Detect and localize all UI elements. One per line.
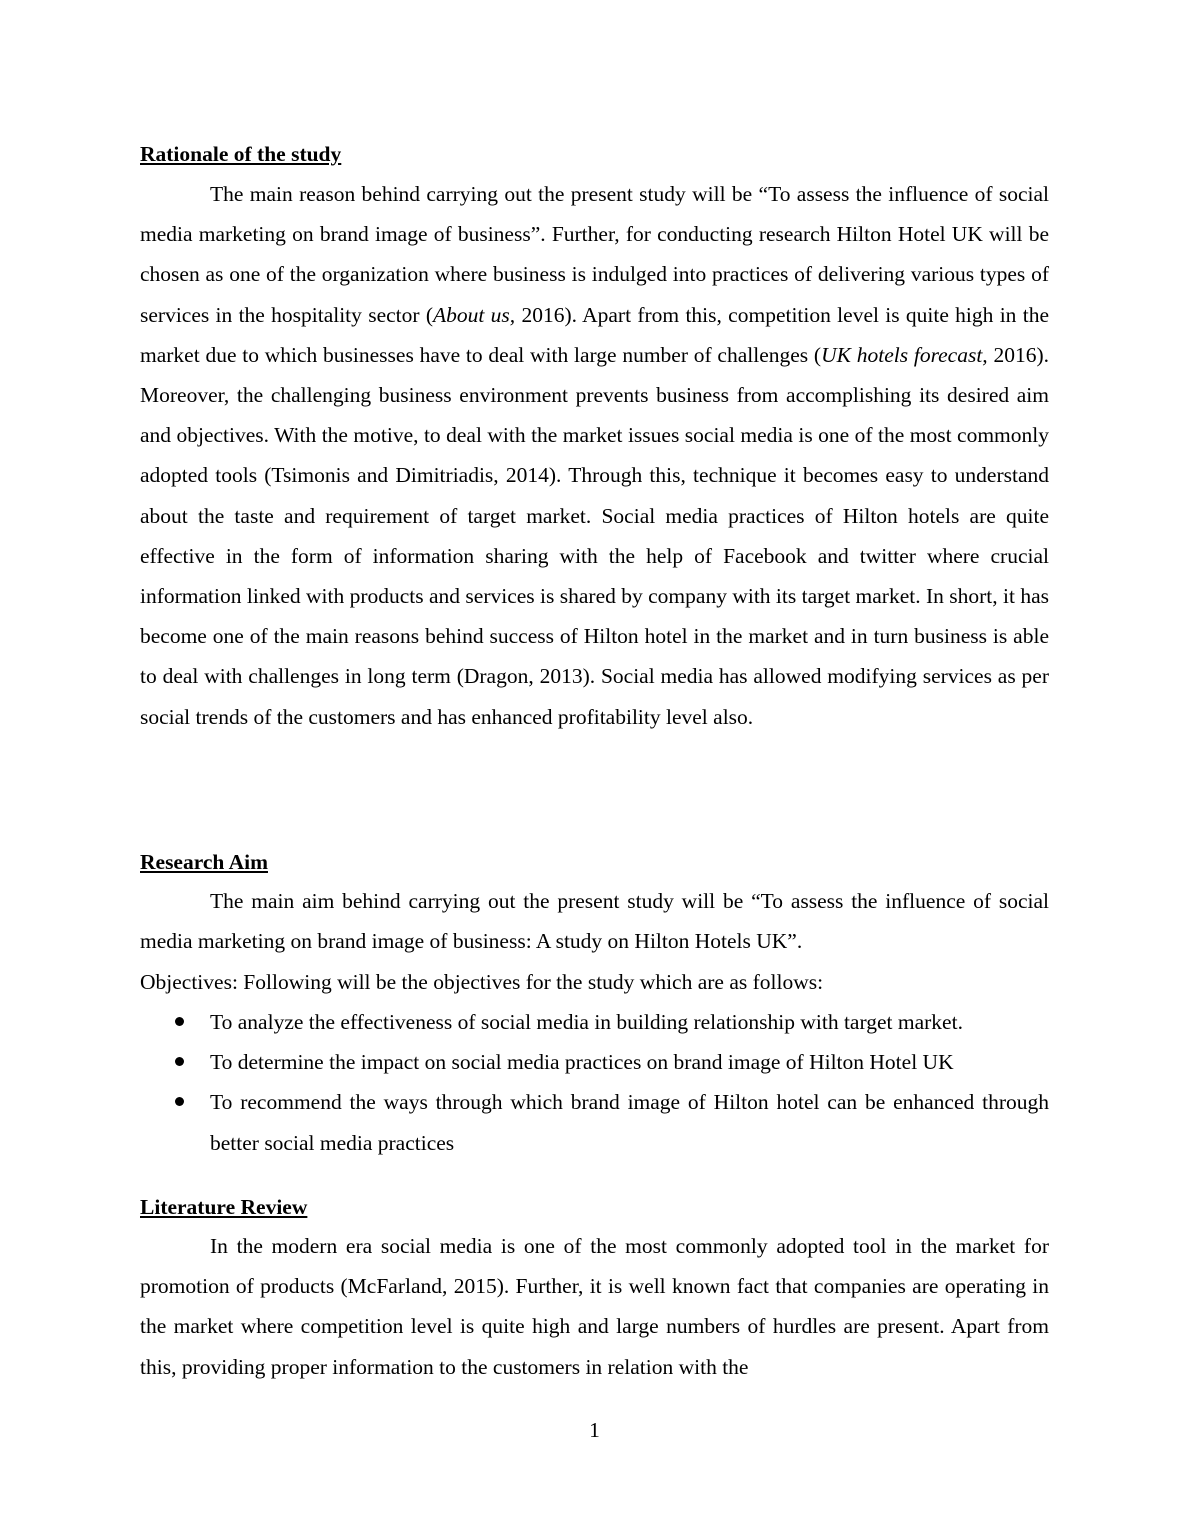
list-item [140, 1042, 1049, 1082]
page-number: 1 [589, 1418, 600, 1442]
document-page [140, 0, 1049, 1540]
citation-uk-hotels-forecast: UK hotels forecast, [821, 342, 988, 367]
research-aim-paragraph: The main aim behind carrying out the present study will be “To assess the influence of social media marketing on brand image of business: A study on Hilton Hotels UK”. [140, 889, 1049, 954]
objectives-list [140, 1002, 1049, 1163]
rationale-heading: Rationale of the study [140, 142, 342, 166]
objective-text: To determine the impact on social media practices on brand image of Hilton Hotel UK [210, 1050, 954, 1075]
objectives-intro: Objectives: Following will be the objectives for the study which are as follows: [140, 970, 824, 994]
objective-text: To recommend the ways through which brand image of Hilton hotel can be enhanced through better social media practices [210, 1090, 1049, 1155]
bullet-icon [175, 1057, 184, 1066]
literature-review-heading: Literature Review [140, 1195, 308, 1219]
list-item [140, 1082, 1049, 1162]
citation-about-us: About us, [433, 302, 516, 327]
list-item [140, 1002, 1049, 1042]
bullet-icon [175, 1017, 184, 1026]
rationale-text-part-1: The main reason behind carrying out the present study will be “To assess the influence of social media marketing on brand image of business”. Further, for conducting research Hilton Hotel UK will be chosen as one of the organization where business is indulged into practices of delivering various types of services in the hospitality sector ( [140, 182, 1049, 327]
rationale-text-part-3: 2016). Moreover, the challenging business environment prevents business from accomplishing its desired aim and objectives. With the motive, to deal with the market issues social media is one of the most commonly adopted tools (Tsimonis and Dimitriadis, 2014). Through this, technique it becomes easy to understand about the taste and requirement of target market. Social media practices of Hilton hotels are quite effective in the form of information sharing with the help of Facebook and twitter where crucial information linked with products and services is shared by company with its target market. In short, it has become one of the main reasons behind success of Hilton hotel in the market and in turn business is able to deal with challenges in long term (Dragon, 2013). Social media has allowed modifying services as per social trends of the customers and has enhanced profitability level also. [140, 342, 1049, 729]
literature-review-paragraph: In the modern era social media is one of the most commonly adopted tool in the market for promotion of products (McFarland, 2015). Further, it is well known fact that companies are operating in the market where competition level is quite high and large numbers of hurdles are present. Apart from this, providing proper information to the customers in relation with the [140, 1234, 1049, 1379]
rationale-text-part-2: 2016). Apart from this, competition level is quite high in the market due to which businesses have to deal with large number of challenges ( [140, 302, 1049, 367]
research-aim-heading: Research Aim [140, 850, 268, 874]
objective-text: To analyze the effectiveness of social media in building relationship with target market. [210, 1010, 963, 1034]
rationale-paragraph [140, 174, 1049, 737]
bullet-icon [175, 1097, 184, 1106]
